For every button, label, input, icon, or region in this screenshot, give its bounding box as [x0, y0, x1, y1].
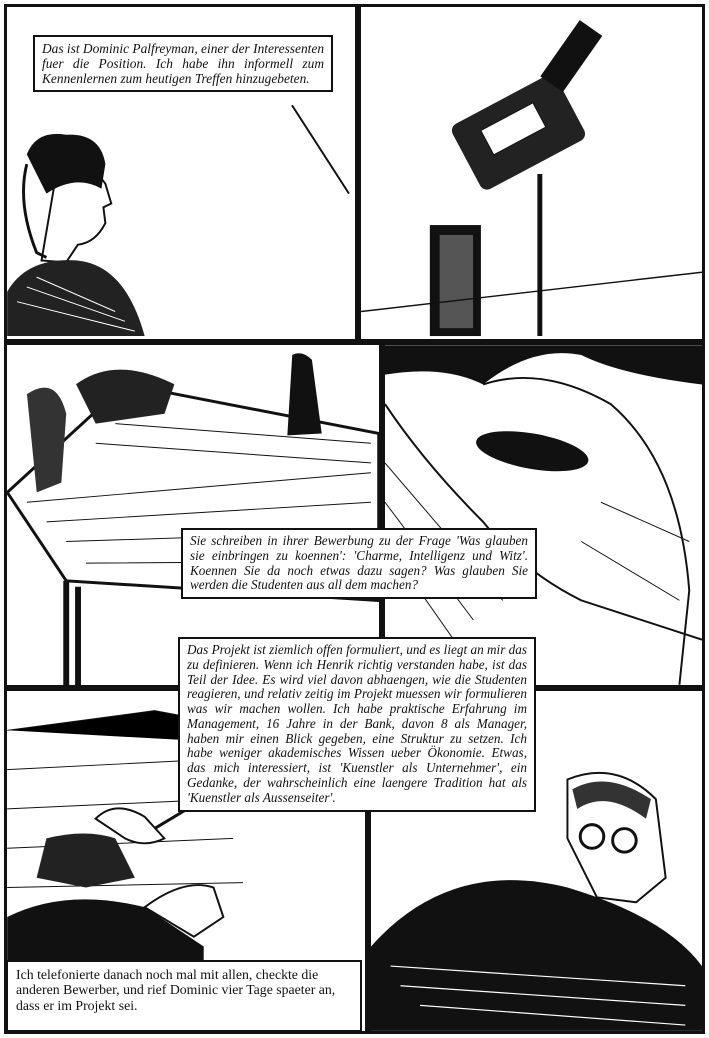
caption-answer-text: Das Projekt ist ziemlich offen formuliert, und es liegt an mir das zu definieren. Wenn ich Henrik richtig verstanden habe, ist das Teil der Idee. Es wird viel davon abhaengen, wie die Studenten reagieren, und relativ zeitig im Projekt muessen wir formulieren was wir machen wollen. Ich habe praktische Erfahrung im Management, 16 Jahre in der Bank, davon 8 als Manager, haben mir einen Blick gegeben, eine Struktur zu setzen. Ich habe weniger akademisches Wissen ueber Ökonomie. Etwas, das mich interessiert, ist 'Kuenstler als Unternehmer', ein Gedanke, der wahrscheinlich eine laengere Tradition hat als 'Kuenstler als Aussenseiter'. — [187, 642, 527, 805]
caption-question-text: Sie schreiben in ihrer Bewerbung zu der Frage 'Was glauben sie einbringen zu koennen': 'Charme, Intelligenz und Witz'. Koennen Sie da noch etwas dazu sagen? Was glauben Sie werden die Studenten aus all dem machen? — [190, 533, 528, 593]
camera-drawing — [361, 7, 702, 339]
caption-question — [181, 528, 537, 599]
caption-intro — [33, 35, 333, 92]
caption-answer — [178, 637, 536, 812]
face-closeup-drawing — [385, 345, 702, 685]
panel-man-profile — [4, 4, 358, 342]
panel-camera — [358, 4, 705, 342]
caption-closing — [6, 960, 362, 1032]
caption-intro-text: Das ist Dominic Palfreyman, einer der Interessenten fuer die Position. Ich habe ihn informell zum Kennenlernen zum heutigen Treffen hinzugebeten. — [42, 41, 325, 86]
table-drawing — [7, 345, 379, 685]
caption-closing-text: Ich telefonierte danach noch mal mit allen, checkte die anderen Bewerber, und rief Dominic vier Tage spaeter an, dass er im Projekt sei. — [16, 967, 336, 1013]
